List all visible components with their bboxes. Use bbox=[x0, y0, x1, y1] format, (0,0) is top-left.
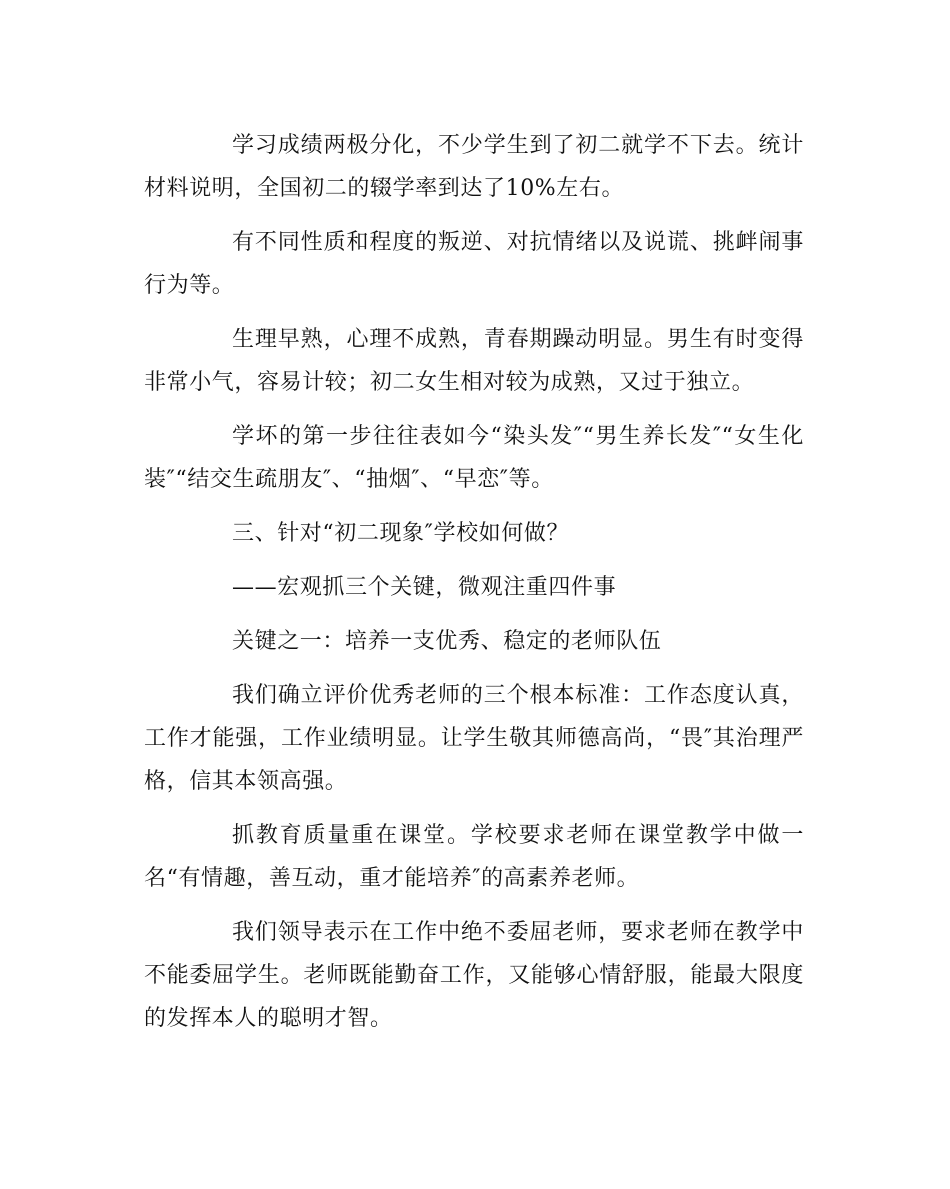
paragraph-early-maturity: 生理早熟，心理不成熟，青春期躁动明显。男生有时变得非常小气，容易计较；初二女生相对较为成熟，又过于独立。 bbox=[144, 327, 804, 395]
paragraph-teacher-standards: 我们确立评价优秀老师的三个根本标准：工作态度认真，工作才能强，工作业绩明显。让学生敬其师德高尚，“畏″其治理严格，信其本领高强。 bbox=[144, 683, 804, 794]
paragraph-rebellion: 有不同性质和程度的叛逆、对抗情绪以及说谎、挑衅闹事行为等。 bbox=[144, 230, 804, 298]
paragraph-grades-polarization: 学习成绩两极分化，不少学生到了初二就学不下去。统计材料说明，全国初二的辍学率到达了10%左右。 bbox=[144, 133, 804, 201]
paragraph-classroom-quality: 抓教育质量重在课堂。学校要求老师在课堂教学中做一名“有情趣，善互动，重才能培养″的高素养老师。 bbox=[144, 823, 804, 891]
document-body bbox=[144, 124, 804, 1051]
section-subheading-strategy: ——宏观抓三个关键，微观注重四件事 bbox=[232, 575, 617, 600]
section-heading-school-response: 三、针对“初二现象″学校如何做？ bbox=[232, 521, 570, 546]
key-point-one-heading: 关键之一：培养一支优秀、稳定的老师队伍 bbox=[232, 629, 662, 654]
paragraph-leadership-support: 我们领导表示在工作中绝不委屈老师，要求老师在教学中不能委屈学生。老师既能勤奋工作，又能够心情舒服，能最大限度的发挥本人的聪明才智。 bbox=[144, 920, 804, 1031]
paragraph-bad-habits: 学坏的第一步往往表如今“染头发″“男生养长发″“女生化装″“结交生疏朋友″、“抽烟″、“早恋″等。 bbox=[144, 424, 804, 492]
